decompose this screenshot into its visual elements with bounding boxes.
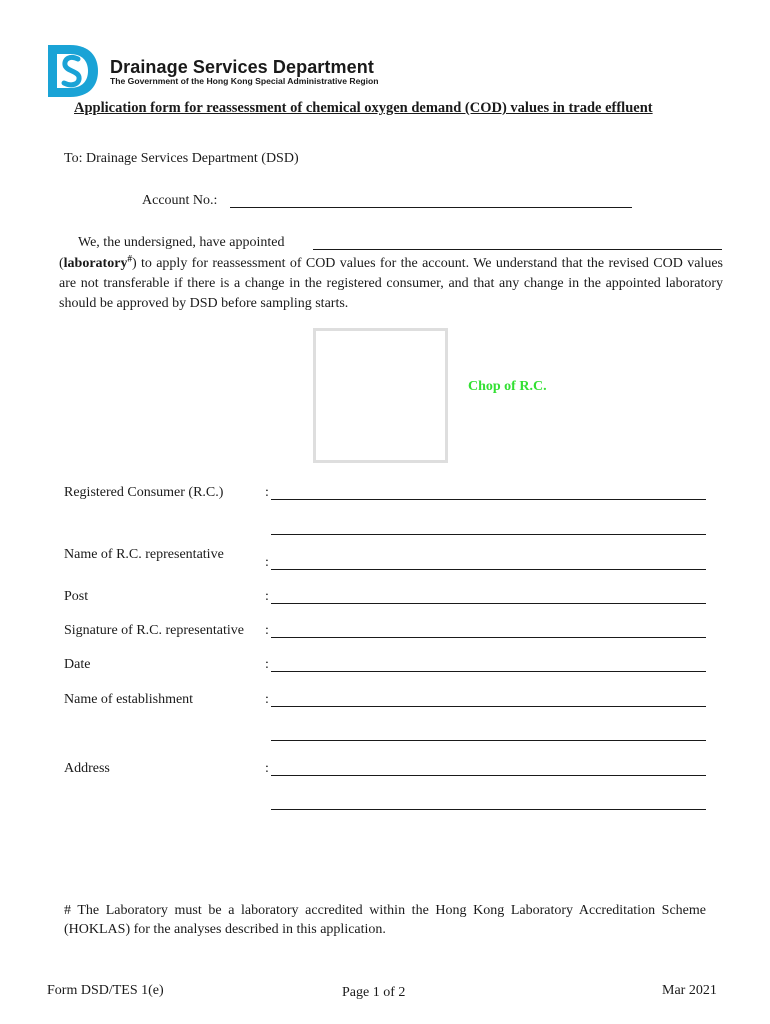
appointment-text: We, the undersigned, have appointed <box>78 235 285 250</box>
colon: : <box>265 657 269 672</box>
registered-consumer-field[interactable] <box>271 485 706 500</box>
registered-consumer-label: Registered Consumer (R.C.) <box>64 485 224 500</box>
addressee-line: To: Drainage Services Department (DSD) <box>64 151 299 166</box>
declaration-paragraph: (laboratory#) to apply for reassessment of COD values for the account. We understand that the revised COD values are not transferable if there is a change in the registered consumer, and that any change in the appointed laboratory should be approved by DSD before sampling starts. <box>59 253 723 311</box>
date-label: Date <box>64 657 91 672</box>
colon: : <box>265 761 269 776</box>
account-label: Account No.: <box>142 193 218 208</box>
date-field[interactable] <box>271 657 706 672</box>
rc-representative-field[interactable] <box>271 555 706 570</box>
address-field-line2[interactable] <box>271 795 706 810</box>
address-field[interactable] <box>271 761 706 776</box>
signature-label: Signature of R.C. representative <box>64 623 245 638</box>
footnote: # The Laboratory must be a laboratory accredited within the Hong Kong Laboratory Accreditation Scheme (HOKLAS) for the analyses described in this application. <box>64 903 706 937</box>
establishment-field-line2[interactable] <box>271 726 706 741</box>
post-field[interactable] <box>271 589 706 604</box>
colon: : <box>265 485 269 500</box>
signature-field[interactable] <box>271 623 706 638</box>
address-label: Address <box>64 761 110 776</box>
org-name: Drainage Services Department <box>110 57 374 77</box>
form-number: Form DSD/TES 1(e) <box>47 983 164 998</box>
colon: : <box>265 623 269 638</box>
laboratory-name-field[interactable] <box>313 235 722 250</box>
form-title: Application form for reassessment of chemical oxygen demand (COD) values in trade effluent <box>74 100 653 116</box>
colon: : <box>265 692 269 707</box>
colon: : <box>265 555 269 570</box>
registered-consumer-field-line2[interactable] <box>271 520 706 535</box>
form-date: Mar 2021 <box>662 983 717 998</box>
colon: : <box>265 589 269 604</box>
establishment-field[interactable] <box>271 692 706 707</box>
chop-label: Chop of R.C. <box>468 379 547 394</box>
page-number: Page 1 of 2 <box>342 985 406 1000</box>
account-number-field[interactable] <box>230 193 632 208</box>
laboratory-term: laboratory# <box>63 253 132 271</box>
rc-representative-label: Name of R.C. representative <box>64 547 224 562</box>
chop-box[interactable] <box>313 328 448 463</box>
establishment-label: Name of establishment <box>64 692 194 707</box>
post-label: Post <box>64 589 89 604</box>
org-subtitle: The Government of the Hong Kong Special Administrative Region <box>110 76 379 86</box>
dsd-logo-icon <box>44 43 100 99</box>
